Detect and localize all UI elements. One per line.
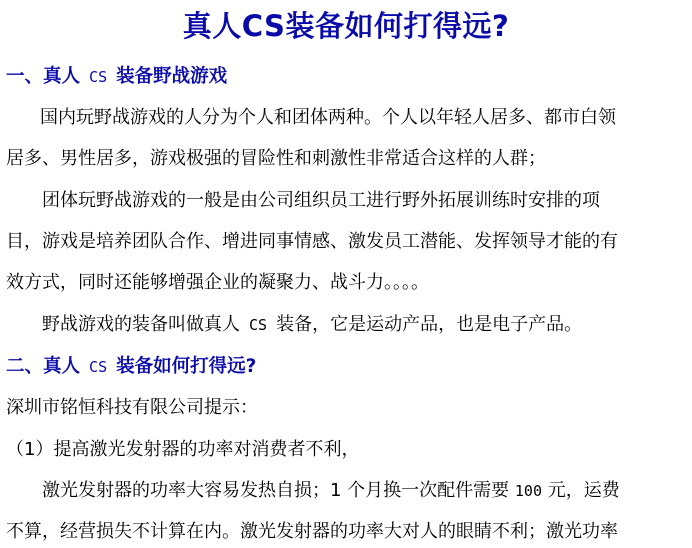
- section-heading-2-suffix: 装备如何打得远?: [116, 356, 257, 377]
- section-heading-2-latin: CS: [80, 358, 117, 376]
- paragraph-3: [42, 314, 582, 336]
- page-title: 真人CS装备如何打得远?: [182, 9, 510, 43]
- section-heading-2-prefix: 二、真人: [6, 356, 81, 377]
- paragraph-3-suffix: 装备，它是运动产品，也是电子产品。: [276, 314, 583, 335]
- paragraph-4-line-1: [42, 480, 620, 502]
- paragraph-3-prefix: 野战游戏的装备叫做真人: [42, 314, 240, 335]
- paragraph-1-line-1: 国内玩野战游戏的人分为个人和团体两种。个人以年轻人居多、都市白领: [40, 107, 616, 128]
- section-heading-1-latin: CS: [80, 68, 117, 86]
- paragraph-4-text-b: 个月换一次配件需要: [341, 480, 515, 501]
- paragraph-4-text-c: 元，运费: [542, 480, 620, 501]
- section-heading-1-prefix: 一、真人: [6, 66, 81, 87]
- paragraph-2-line-2: 目，游戏是培养团队合作、增进同事情感、激发员工潜能、发挥领导才能的有: [6, 231, 618, 252]
- paragraph-3-latin: CS: [240, 316, 277, 334]
- paragraph-4-line-2: 不算，经营损失不计算在内。激光发射器的功率大对人的眼睛不利；激光功率: [6, 521, 618, 542]
- paragraph-4-text-a: 激光发射器的功率大容易发热自损；1: [42, 480, 342, 501]
- paragraph-2-line-1: 团体玩野战游戏的一般是由公司组织员工进行野外拓展训练时安排的项: [42, 190, 600, 211]
- section-heading-1-suffix: 装备野战游戏: [116, 66, 228, 87]
- section-heading-1: [6, 66, 227, 88]
- paragraph-2-line-3: 效方式，同时还能够增强企业的凝聚力、战斗力。。。。: [6, 272, 429, 293]
- company-note: 深圳市铭恒科技有限公司提示：: [6, 397, 258, 418]
- point-1: （1）提高激光发射器的功率对消费者不利，: [6, 439, 360, 460]
- paragraph-4-amount: 100: [514, 482, 542, 500]
- paragraph-1-line-2: 居多、男性居多，游戏极强的冒险性和刺激性非常适合这样的人群；: [6, 148, 546, 169]
- section-heading-2: [6, 356, 256, 378]
